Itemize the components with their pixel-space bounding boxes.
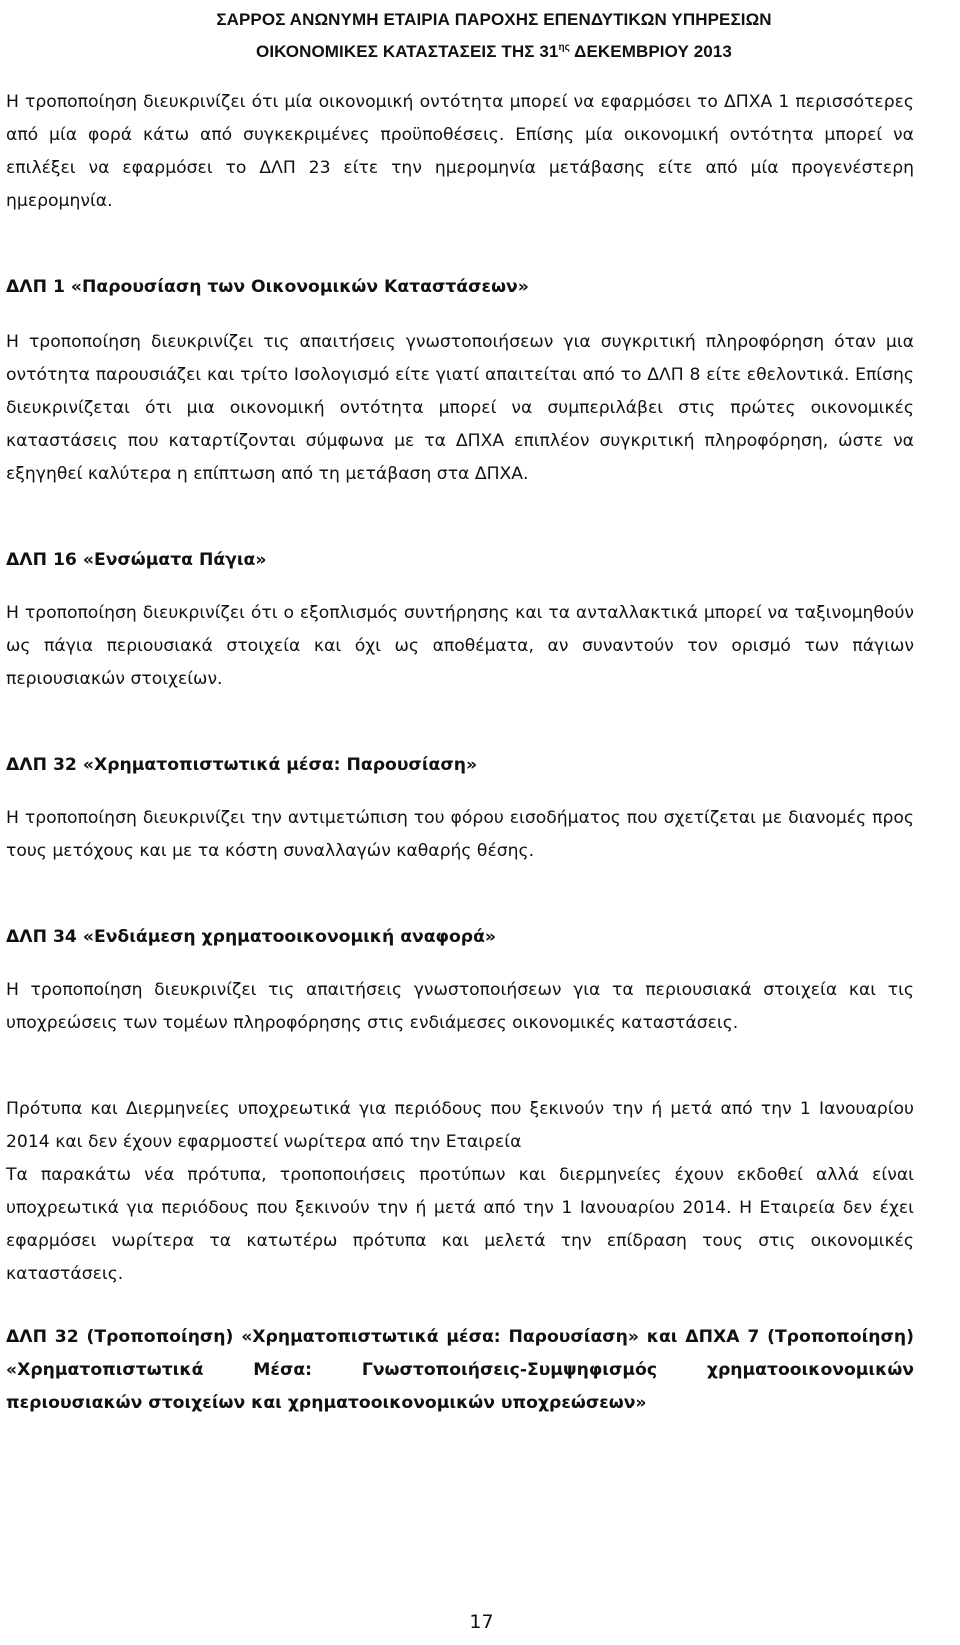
header-title-ordinal: ης xyxy=(558,42,570,53)
page-header xyxy=(0,6,960,66)
spacer xyxy=(6,491,914,544)
document-body xyxy=(6,86,914,1420)
section-paragraph-ias16: Η τροποποίηση διευκρινίζει ότι ο εξοπλισμός συντήρησης και τα ανταλλακτικά μπορεί να ταξινομηθούν ως πάγια περιουσιακά στοιχεία και όχι ως αποθέματα, αν συναντούν τον ορισμό των πάγιων περιουσιακών στοιχείων. xyxy=(6,603,914,689)
spacer xyxy=(6,954,914,974)
header-title-part1: ΟΙΚΟΝΟΜΙΚΕΣ ΚΑΤΑΣΤΑΣΕΙΣ ΤΗΣ 31 xyxy=(256,42,559,61)
spacer xyxy=(6,1040,914,1093)
page-number: 17 xyxy=(469,1611,494,1633)
standards-heading: Πρότυπα και Διερμηνείες υποχρεωτικά για περιόδους που ξεκινούν την ή μετά από την 1 Ιανουαρίου 2014 και δεν έχουν εφαρμοστεί νωρίτερα από την Εταιρεία xyxy=(6,1099,914,1152)
spacer xyxy=(6,868,914,921)
spacer xyxy=(6,304,914,326)
spacer xyxy=(6,577,914,597)
section-title-ias1: ΔΛΠ 1 «Παρουσίαση των Οικονομικών Καταστάσεων» xyxy=(6,277,529,297)
section-paragraph-ias32: Η τροποποίηση διευκρινίζει την αντιμετώπιση του φόρου εισοδήματος που σχετίζεται με διανομές προς τους μετόχους και με τα κόστη συναλλαγών καθαρής θέσης. xyxy=(6,808,914,861)
section-paragraph-ias34: Η τροποποίηση διευκρινίζει τις απαιτήσεις γνωστοποιήσεων για τα περιουσιακά στοιχεία και τις υποχρεώσεις των τομέων πληροφόρησης στις ενδιάμεσες οικονομικές καταστάσεις. xyxy=(6,980,914,1033)
section-title-ias16: ΔΛΠ 16 «Ενσώματα Πάγια» xyxy=(6,550,267,570)
intro-paragraph: Η τροποποίηση διευκρινίζει ότι μία οικονομική οντότητα μπορεί να εφαρμόσει το ΔΠΧΑ 1 περισσότερες από μία φορά κάτω από συγκεκριμένες προϋποθέσεις. Επίσης μία οικονομική οντότητα μπορεί να επιλέξει να εφαρμόσει το ΔΛΠ 23 είτε την ημερομηνία μετάβασης είτε από μία προγενέστερη ημερομηνία. xyxy=(6,92,914,211)
section-title-ias32: ΔΛΠ 32 «Χρηματοπιστωτικά μέσα: Παρουσίαση» xyxy=(6,755,478,775)
spacer xyxy=(6,218,914,271)
standards-paragraph: Τα παρακάτω νέα πρότυπα, τροποποιήσεις προτύπων και διερμηνείες έχουν εκδοθεί αλλά είναι υποχρεωτικά για περιόδους που ξεκινούν την ή μετά από την 1 Ιανουαρίου 2014. Η Εταιρεία δεν έχει εφαρμόσει νωρίτερα τα κατωτέρω πρότυπα και μελετά την επίδραση τους στις οικονομικές καταστάσεις. xyxy=(6,1165,914,1284)
section-paragraph-ias1: Η τροποποίηση διευκρινίζει τις απαιτήσεις γνωστοποιήσεων για συγκριτική πληροφόρηση όταν μια οντότητα παρουσιάζει και τρίτο Ισολογισμό είτε γιατί απαιτείται από το ΔΛΠ 8 είτε εθελοντικά. Επίσης διευκρινίζεται ότι μια οικονομική οντότητα μπορεί να συμπεριλάβει στις πρώτες οικονομικές καταστάσεις που καταρτίζονται σύμφωνα με τα ΔΠΧΑ επιπλέον συγκριτική πληροφόρηση, ώστε να εξηγηθεί καλύτερα η επίπτωση από τη μετάβαση στα ΔΠΧΑ. xyxy=(6,332,914,484)
header-company-name: ΣΑΡΡΟΣ ΑΝΩΝΥΜΗ ΕΤΑΙΡΙΑ ΠΑΡΟΧΗΣ ΕΠΕΝΔΥΤΙΚΩΝ ΥΠΗΡΕΣΙΩΝ xyxy=(216,10,772,29)
section-title-ias34: ΔΛΠ 34 «Ενδιάμεση χρηματοοικονομική αναφορά» xyxy=(6,927,497,947)
spacer xyxy=(6,782,914,802)
header-report-title xyxy=(28,34,960,66)
section-title-ias32-ifrs7: ΔΛΠ 32 (Τροποποίηση) «Χρηματοπιστωτικά μέσα: Παρουσίαση» και ΔΠΧΑ 7 (Τροποποίηση) «Χρηματοπιστωτικά Μέσα: Γνωστοποιήσεις-Συμψηφισμός χρηματοοικονομικών περιουσιακών στοιχείων και χρηματοοικονομικών υποχρεώσεων» xyxy=(6,1327,914,1413)
spacer xyxy=(6,1291,914,1321)
header-title-part2: ΔΕΚΕΜΒΡΙΟΥ 2013 xyxy=(569,42,732,61)
spacer xyxy=(6,696,914,749)
